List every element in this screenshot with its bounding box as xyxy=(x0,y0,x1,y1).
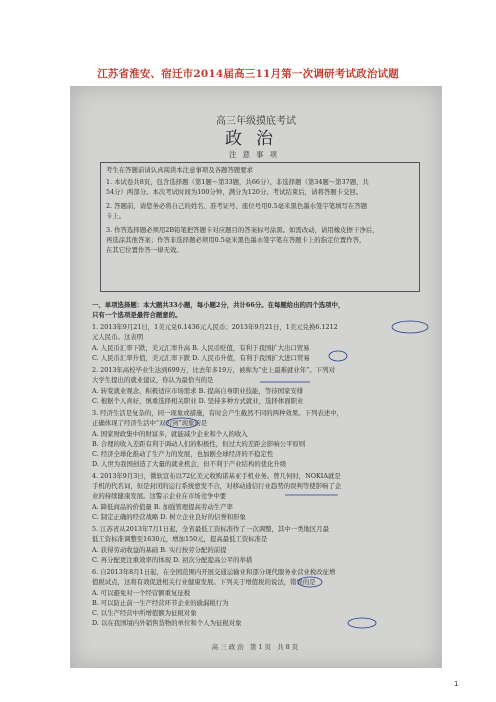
question-option: C. 经济全球化推动了生产力的发展，也加剧全球经济的不稳定性 xyxy=(92,450,274,458)
scanned-exam-page xyxy=(70,86,442,668)
notice-line: 在其它位置作答一律无效。 xyxy=(106,246,183,254)
question-line: 手机的代名词，但是封闭的运行系统愈发不合，对移动通信行业趋势的误判等使影响了企 xyxy=(92,482,342,490)
question-line: 值税试点，这将有效促进相关行业健康发展。下列关于增值税的说法，错误的是 xyxy=(92,578,316,586)
question-option: A. 降低商品的价值量 B. 加强管理提高劳动生产率 xyxy=(92,503,233,511)
question-option: C. 根据个人喜好，慎重选择相关职业 D. 坚持多种方式就业，选择体面职业 xyxy=(92,397,304,405)
question-option: D. 人世为我国创造了大量的就业机会，但不利于产业结构的优化升级 xyxy=(92,460,287,468)
question-option: C. 人民币汇率升值，美元汇率下跌 D. 人民币升值，有利于我国扩大进口贸易 xyxy=(92,354,310,362)
section-header: 一、单项选择题：本大题共33小题，每小题2分，共计66分。在每题给出的四个选项中， xyxy=(92,301,345,309)
notice-line: 考生在答题前请认真阅读本注意事项及各题答题要求 xyxy=(106,166,253,174)
pen-circle-mark xyxy=(166,418,198,428)
question-line: 4. 2013年9月3日，微软宣布以72亿美元收购诺基亚手机业务。曾几何时，NOKIA就是 xyxy=(92,472,341,480)
question-option: B. 可以防止前一生产经营环节企业的偷漏税行为 xyxy=(92,599,229,607)
notice-line: 1. 本试卷共8页，包含选择题（第1题～第33题，共66分）、非选择题（第34题～第37题，共 xyxy=(106,178,369,186)
question-line: 1. 2013年9月21日，1美元兑6.1436元人民币；2013年9月21日，1美元兑换6.1212 xyxy=(92,323,338,331)
pen-circle-mark xyxy=(392,321,428,333)
question-line: 6. 自2013年8月1日起，在全国范围内开展交通运输业和部分现代服务业营业税改征增 xyxy=(92,568,336,576)
question-option: C. 再分配更注重效率的体现 D. 初次分配提高公平的举措 xyxy=(92,556,253,564)
question-line: 低工资标准调整至1630元，增加150元，提高最低工资标准是 xyxy=(92,535,268,543)
question-option: C. 以生产经营中所增值额为征税对象 xyxy=(92,609,197,617)
pen-circle-mark xyxy=(348,618,376,628)
document-title: 江苏省淮安、宿迁市2014届高三11月第一次调研考试政治试题 xyxy=(97,68,399,80)
notice-line: 3. 作答选择题必须用2B铅笔把答题卡对应题目的答案标号涂黑。如需改动，请用橡皮擦干净后， xyxy=(106,226,379,234)
notice-line: 卡上。 xyxy=(106,212,126,220)
notice-title: 注意事项 xyxy=(229,150,283,159)
question-option: A. 国家财政集中的财富多，就能减少企业和个人的收入 xyxy=(92,430,248,438)
question-option: A. 人民币汇率下跌，美元汇率升高 B. 人民币贬值，有利于我国扩大出口贸易 xyxy=(92,344,310,352)
question-option: C. 制定正确的经营战略 D. 树立企业良好的信誉和形象 xyxy=(92,513,246,521)
question-option: A. 可以避免对一个经营额重复征税 xyxy=(92,589,191,597)
question-option: B. 合理的收入差距有利于调动人们的积极性，但过大的差距会影响公平原则 xyxy=(92,440,306,448)
question-line: 大学生提出的就业建议，你认为最恰当的是 xyxy=(92,376,214,384)
pen-circle-mark xyxy=(298,577,322,587)
exam-header: 高三年级摸底考试 xyxy=(216,116,296,127)
notice-line: 54分）两部分。本次考试时间为100分钟，满分为120分。考试结束后，请将答题卡交回。 xyxy=(106,188,363,196)
question-line: 元人民币。这表明 xyxy=(92,333,144,341)
subject-title: 政治 xyxy=(225,129,287,149)
question-line: 2. 2013年高校毕业生达到699万，比去年多19万，被称为“史上最难就业年”。下列对 xyxy=(92,366,335,374)
question-option: A. 转变就业观念，积极适应市场需求 B. 提高自身职业技能，等待国家安排 xyxy=(92,387,304,395)
question-line: 业的持续健康发展。这警示企业在市场竞争中要 xyxy=(92,492,227,500)
question-line: 3. 经济生活是复杂的，同一现象或措施，有时会产生截然不同的两种效果。下列表述中， xyxy=(92,409,343,417)
notice-line: 再选涂其他答案；作答非选择题必须用0.5毫米黑色墨水签字笔在答题卡上的指定位置作答， xyxy=(106,236,366,244)
question-line: 正确体现了经济生活中“双刃剑”现象的是 xyxy=(92,419,208,427)
pen-circle-mark xyxy=(329,351,347,361)
section-header-2: 只有一个选项是最符合题意的。 xyxy=(92,311,182,319)
question-line: 5. 江苏省从2013年7月1日起，全省最低工资标准作了一次调整，其中一类地区月最 xyxy=(92,525,330,533)
page-number: 1 xyxy=(454,680,459,688)
pen-annotations xyxy=(70,86,442,668)
notice-line: 2. 答题前，请您务必将自己的姓名、准考证号、座位号用0.5毫米黑色墨水签字笔填写在答题 xyxy=(106,202,368,210)
question-option: A. 获得劳动收益的基础 B. 实行按劳分配的前提 xyxy=(92,546,227,554)
page-footer: 高三政治 第1页 共8页 xyxy=(211,643,301,651)
question-option: D. 以在我国境内外销售货物的单位和个人为征税对象 xyxy=(92,619,242,627)
